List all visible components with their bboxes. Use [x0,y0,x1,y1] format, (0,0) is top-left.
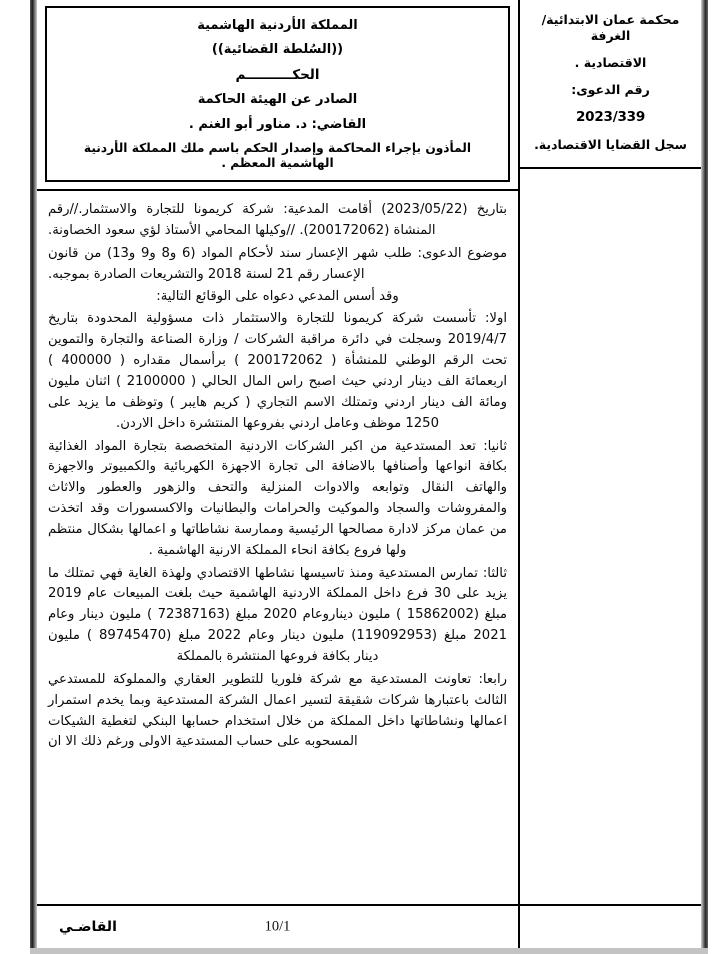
judicial-authority-title: ((السُلطة القضائية)) [211,42,344,58]
judgment-header-cell [37,0,518,191]
court-name-line1: محكمة عمان الابتدائية/الغرفة [541,12,680,43]
paragraph-basis: وقد أسس المدعي دعواه على الوقائع التالية: [156,289,399,305]
footer-side-cell [518,906,701,948]
page-edge-shadow-bottom [30,948,708,954]
main-column [37,0,518,904]
verdict-title: الحكــــــــــم [235,66,320,83]
kingdom-title: المملكة الأردنية الهاشمية [197,18,358,33]
issued-by-line: الصادر عن الهيئة الحاكمة [197,92,358,108]
page-edge-shadow-right [701,0,708,954]
page-edge-shadow-left [30,0,37,954]
document-table [37,0,701,948]
paragraph-second: ثانيا: تعد المستدعية من اكبر الشركات الاردنية المتخصصة بتجارة المواد الغذائية بكافة انواعها وأصنافها بالاضافة الى تجارة الاجهزة الكهربائية والكمبيوتر والاجهزة والهاتف النقال وتوابعه والادوات المنزلية والتحف والزهور والعطور والاثاث والمفروشات والسجاد والموكيت والحرامات والبطانيات والاكسسورات وقد اتخذت من عمان مركز لادارة مصالحها الرئيسية وممارسة نشاطاتها و اعمالها بشكال منتظم ولها فروع بكافة انحاء المملكة الارنية الهاشمية . [48,438,507,559]
case-number-value: 2023/339 [575,109,646,125]
court-name-line2: الاقتصادية . [574,55,647,70]
paragraph-first: اولا: تأسست شركة كريمونا للتجارة والاستثمار ذات مسؤولية المحدودة بتاريخ 2019/4/7 وسجلت في دائرة مراقبة الشركات / وزارة الصناعة والتجارة والتموين تحت الرقم الوطني للمنشأة ( 200172062 ) برأسمال مقداره ( 400000 ) اربعمائة الف دينار اردني حيث اصبح راس المال الحالي ( 2100000 ) اثنان مليون ومائة الف دينار اردني وتمتلك الاسم التجاري ( كريم هايبر ) وتوظف ما يزيد على 1250 موظف وعامل اردني بفروعها المنتشرة داخل الاردن. [48,311,507,432]
paragraph-fourth: رابعا: تعاونت المستدعية مع شركة فلوريا للتطوير العقاري والمملوكة للمستدعي الثالث باعتبارها شركات شقيقة لتسير اعمال الشركة المستدعية وبما يخدم استمرار اعمالها ونشاطاتها داخل المملكة من خلال استخدام حسابها البنكي لتغطية الشيكات المسحوبه على حساب المستدعية الاولى ورغم ذلك الا ان [48,671,507,750]
judgment-body-cell [37,191,518,904]
judgment-header-box [45,6,510,182]
judge-name-line: القاضي: د. مناور أبو الغنم . [188,116,367,132]
document-page [37,0,701,948]
authorization-line: المأذون بإجراء المحاكمة وإصدار الحكم باسم ملك المملكة الأردنية الهاشمية المعظم . [83,140,472,171]
case-info-filler [520,169,701,904]
case-number-label: رقم الدعوى: [571,82,650,97]
case-info-cell [520,0,701,169]
case-register: سجل القضايا الاقتصادية. [534,137,687,153]
paragraph-filing: بتاريخ (2023/05/22) أقامت المدعية: شركة كريمونا للتجارة والاستثمار.//رقم المنشاة (200172062). //وكيلها المحامي الأستاذ لؤي سعود الخصاونة. [48,202,507,239]
paragraph-subject: موضوع الدعوى: طلب شهر الإعسار سند لأحكام المواد (6 و8 و9 و13) من قانون الإعسار رقم 21 لسنة 2018 والتشريعات الصادرة بموجبه. [48,245,508,282]
paragraph-third: ثالثا: تمارس المستدعية ومنذ تاسيسها نشاطها الاقتصادي ولهذة الغاية فهي تمتلك ما يزيد على 30 فرع داخل المملكة الاردنية الهاشمية حيث بلغت المبيعات عام 2019 مبلغ (15862002 ) مليون ديناروعام 2020 مبلغ (72387163 ) مليون دينار وعام 2021 مبلغ (119092953) مليون دينار وعام 2022 مبلغ (89745470 ) مليون دينار بكافة فروعها المنتشرة بالمملكة [48,565,507,665]
document-table-body [37,0,701,904]
footer-page-number: 10/1 [264,918,291,935]
document-footer-row [37,904,701,948]
footer-main-cell [37,906,518,948]
case-info-column [518,0,701,904]
footer-judge-label: القاضـي [59,919,117,935]
